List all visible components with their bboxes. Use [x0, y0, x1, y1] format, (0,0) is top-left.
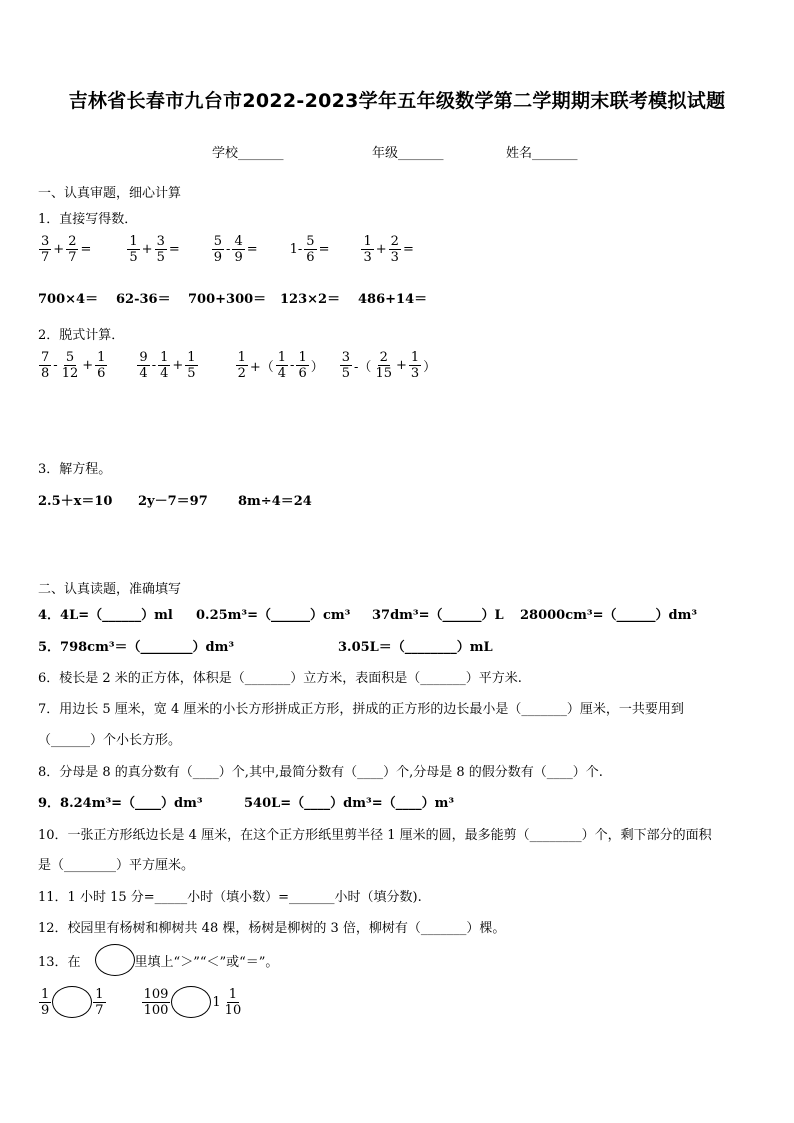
q1-int-1: 62-36＝	[116, 292, 171, 307]
q1-fraction-row: $\frac{3}{7}$ + $\frac{2}{7}$ = $\frac{1}{5}$ + $\frac{3}{5}$ = $\frac{5}{9}$ - $\frac{4}{9}$ = 1- $\frac{5}{6}$ = $\frac{1}{3}$ + $\frac{2}{3}$ =	[41, 234, 414, 265]
q3-eq-2: 8m÷4＝24	[238, 494, 312, 509]
fraction: $\frac{5}{9}$	[213, 234, 223, 265]
compare-circle	[95, 944, 135, 976]
q13-prefix: 13．在	[38, 954, 81, 970]
q13-items: $\frac{1}{9}$ $\frac{1}{7}$ $\frac{109}{100}$ 1 $\frac{1}{10}$	[41, 986, 242, 1018]
q13	[38, 944, 278, 976]
fraction: $\frac{5}{6}$	[306, 234, 315, 265]
q1-int-2: 700+300＝	[188, 292, 267, 307]
q11: 11．1 小时 15 分=_____小时（填小数）=_______小时（填分数).	[38, 890, 422, 905]
q9-part-1: 540L=（____）dm³=（____）m³	[244, 796, 455, 811]
fraction: $\frac{1}{5}$	[129, 234, 138, 265]
name-field: 姓名_______	[506, 146, 578, 161]
fraction: $\frac{2}{7}$	[68, 234, 77, 265]
q10-line1: 10．一张正方形纸边长是 4 厘米，在这个正方形纸里剪半径 1 厘米的圆，最多能剪（________）个，剩下部分的面积	[38, 828, 712, 843]
q8: 8．分母是 8 的真分数有（____）个,其中,最简分数有（____）个,分母是 8 的假分数有（____）个.	[38, 765, 603, 780]
fraction: $\frac{109}{100}$	[143, 986, 169, 1018]
q2-label: 2．脱式计算．	[38, 328, 125, 343]
q7-line1: 7．用边长 5 厘米，宽 4 厘米的小长方形拼成正方形，拼成的正方形的边长最小是（_______）厘米，一共要用到	[38, 702, 684, 717]
q4-part-2: 37dm³=（______）L	[372, 608, 504, 623]
q1-int-4: 486+14＝	[358, 292, 428, 307]
q1-label: 1．直接写得数．	[38, 212, 138, 227]
page-title: 吉林省长春市九台市2022-2023学年五年级数学第二学期期末联考模拟试题	[68, 90, 726, 112]
q1-int-3: 123×2＝	[280, 292, 341, 307]
fraction: $\frac{1}{9}$	[41, 986, 50, 1018]
fraction: $\frac{3}{5}$	[156, 234, 165, 265]
section2-heading: 二、认真读题，准确填写	[38, 582, 182, 597]
q9-part-0: 9．8.24m³=（____）dm³	[38, 796, 203, 811]
school-field: 学校_______	[212, 146, 284, 161]
q4-part-0: 4．4L=（______）ml	[38, 608, 173, 623]
q6: 6．棱长是 2 米的正方体，体积是（_______）立方米，表面积是（_______）平方米.	[38, 671, 522, 686]
q3-label: 3．解方程。	[38, 462, 112, 477]
q3-eq-0: 2.5＋x＝10	[38, 494, 113, 509]
compare-circle[interactable]	[171, 986, 211, 1018]
fraction: $\frac{3}{7}$	[41, 234, 50, 265]
q13-suffix: 里填上“＞”“＜”或“＝”。	[134, 954, 279, 970]
compare-circle[interactable]	[52, 986, 92, 1018]
grade-field: 年级_______	[372, 146, 444, 161]
fraction: $\frac{4}{9}$	[234, 234, 243, 265]
q5-part-1: 3.05L＝（________）mL	[338, 640, 493, 655]
q4-part-1: 0.25m³=（______）cm³	[196, 608, 351, 623]
q1-int-0: 700×4＝	[38, 292, 99, 307]
fraction: $\frac{1}{3}$	[363, 234, 372, 265]
q10-line2: 是（________）平方厘米。	[38, 858, 195, 873]
fraction: $\frac{2}{3}$	[390, 234, 399, 265]
q2-expression-row: $\frac{7}{8}$ - $\frac{5}{12}$ + $\frac{1}{6}$ $\frac{9}{4}$ - $\frac{1}{4}$ + $\frac{1}{5}$ $\frac{1}{2}$ +（ $\frac{1}{4}$ - $\frac{1}{6}$ ） $\frac{3}{5}$ -（ $\frac{2}{15}$ + $\frac{1}{3}$ ）	[41, 350, 437, 381]
fraction: $\frac{1}{10}$	[224, 986, 242, 1018]
q4-part-3: 28000cm³=（______）dm³	[520, 608, 698, 623]
q7-line2: （______）个小长方形。	[38, 733, 182, 748]
q5-part-0: 5．798cm³＝（________）dm³	[38, 640, 235, 655]
fraction: $\frac{1}{7}$	[95, 986, 104, 1018]
q3-eq-1: 2y－7＝97	[138, 494, 208, 509]
section1-heading: 一、认真审题，细心计算	[38, 186, 182, 201]
q12: 12．校园里有杨树和柳树共 48 棵，杨树是柳树的 3 倍，柳树有（_______）棵。	[38, 921, 506, 936]
